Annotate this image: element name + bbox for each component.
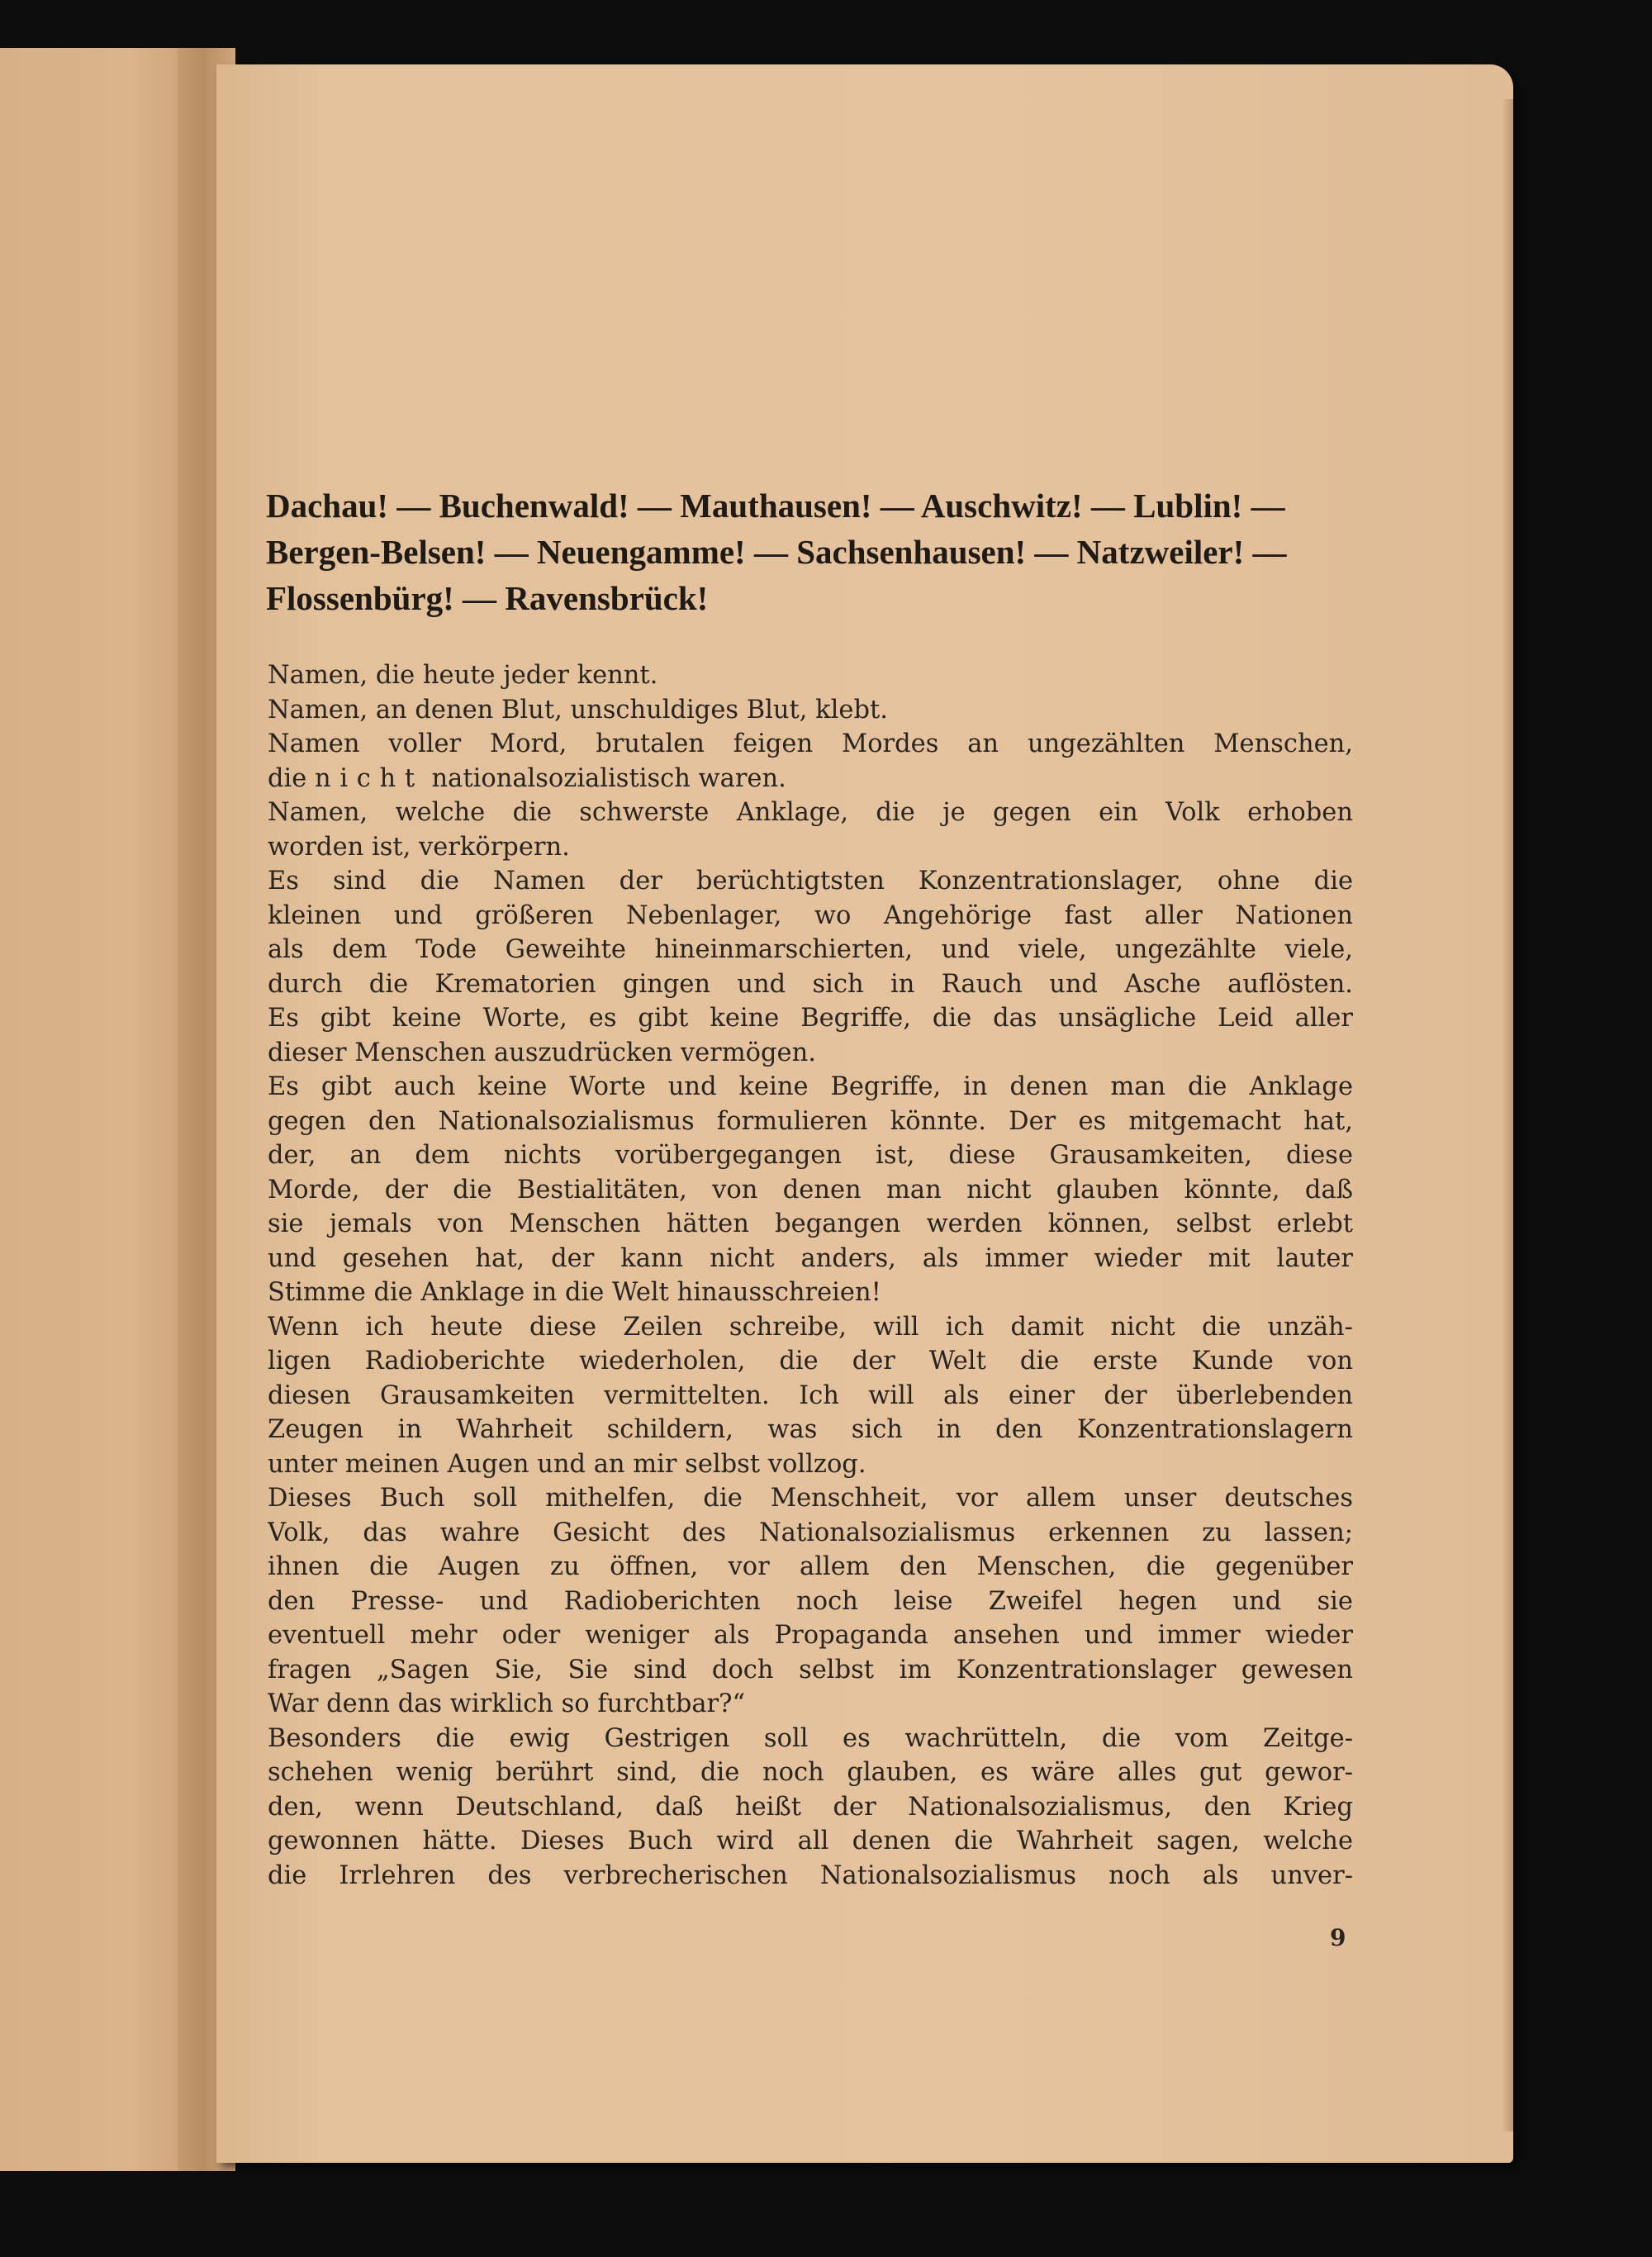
text-line: als dem Tode Geweihte hineinmarschierten, und viele, ungezählte viele, bbox=[268, 935, 1353, 964]
text-line: Es sind die Namen der berüchtigtsten Konzentrationslager, ohne die bbox=[268, 867, 1353, 896]
text-line: Volk, das wahre Gesicht des Nationalsozialismus erkennen zu lassen; bbox=[268, 1518, 1353, 1547]
text-line: sie jemals von Menschen hätten begangen werden können, selbst erlebt bbox=[268, 1209, 1353, 1238]
text-line: und gesehen hat, der kann nicht anders, als immer wieder mit lauter bbox=[268, 1243, 1353, 1273]
text-line: Morde, der die Bestialitäten, von denen man nicht glauben könnte, daß bbox=[268, 1175, 1353, 1205]
text-line: gewonnen hätte. Dieses Buch wird all denen die Wahrheit sagen, welche bbox=[268, 1827, 1353, 1855]
camp-names-heading bbox=[266, 482, 1356, 621]
page-number: 9 bbox=[1330, 1924, 1346, 1951]
text-fragment: die bbox=[268, 763, 316, 793]
text-line: Namen, welche die schwerste Anklage, die je gegen ein Volk erhoben bbox=[268, 798, 1353, 827]
text-line: diesen Grausamkeiten vermittelten. Ich will als einer der überlebenden bbox=[268, 1380, 1353, 1410]
heading-line: Dachau! — Buchenwald! — Mauthausen! — Auschwitz! — Lublin! — bbox=[266, 487, 1285, 525]
text-line: dieser Menschen auszudrücken vermögen. bbox=[268, 1038, 816, 1067]
text-line: Besonders die ewig Gestrigen soll es wachrütteln, die vom Zeitge- bbox=[268, 1723, 1353, 1753]
emphasized-word: nicht bbox=[315, 763, 424, 793]
text-line bbox=[268, 762, 1353, 796]
page-edge-shadow bbox=[1502, 99, 1513, 2131]
text-line: Namen, die heute jeder kennt. bbox=[268, 661, 658, 690]
text-line: Stimme die Anklage in die Welt hinausschreien! bbox=[268, 1278, 881, 1307]
text-fragment: nationalsozialistisch waren. bbox=[423, 763, 786, 793]
text-line: ligen Radioberichte wiederholen, die der Welt die erste Kunde von bbox=[268, 1347, 1353, 1376]
text-line: Es gibt keine Worte, es gibt keine Begriffe, die das unsägliche Leid aller bbox=[268, 1004, 1353, 1033]
text-line: Namen, an denen Blut, unschuldiges Blut, klebt. bbox=[268, 695, 888, 725]
text-line: worden ist, verkörpern. bbox=[268, 832, 570, 862]
text-line: der, an dem nichts vorübergegangen ist, diese Grausamkeiten, diese bbox=[268, 1141, 1353, 1170]
text-line: Zeugen in Wahrheit schildern, was sich in den Konzentrationslagern bbox=[268, 1415, 1353, 1444]
text-line: gegen den Nationalsozialismus formulieren könnte. Der es mitgemacht hat, bbox=[268, 1106, 1353, 1136]
text-line: den, wenn Deutschland, daß heißt der Nationalsozialismus, den Krieg bbox=[268, 1792, 1353, 1822]
heading-line: Bergen-Belsen! — Neuengamme! — Sachsenhausen! — Natzweiler! — bbox=[266, 533, 1287, 571]
text-line: durch die Krematorien gingen und sich in Rauch und Asche auflösten. bbox=[268, 969, 1353, 999]
text-line: unter meinen Augen und an mir selbst vollzog. bbox=[268, 1449, 866, 1479]
text-line: kleinen und größeren Nebenlager, wo Angehörige fast aller Nationen bbox=[268, 900, 1353, 930]
text-line: die Irrlehren des verbrecherischen Nationalsozialismus noch als unver- bbox=[268, 1860, 1353, 1890]
text-line: War denn das wirklich so furchtbar?“ bbox=[268, 1689, 746, 1718]
text-line: Wenn ich heute diese Zeilen schreibe, will ich damit nicht die unzäh- bbox=[268, 1312, 1353, 1342]
text-line: ihnen die Augen zu öffnen, vor allem den Menschen, die gegenüber bbox=[268, 1552, 1353, 1581]
text-line: schehen wenig berührt sind, die noch glauben, es wäre alles gut gewor- bbox=[268, 1758, 1353, 1787]
text-line: Es gibt auch keine Worte und keine Begriffe, in denen man die Anklage bbox=[268, 1072, 1353, 1101]
text-line: fragen „Sagen Sie, Sie sind doch selbst im Konzentrationslager gewesen bbox=[268, 1655, 1353, 1684]
text-line: den Presse- und Radioberichten noch leise Zweifel hegen und sie bbox=[268, 1586, 1353, 1616]
text-line: eventuell mehr oder weniger als Propaganda ansehen und immer wieder bbox=[268, 1621, 1353, 1650]
body-text bbox=[268, 658, 1353, 1893]
text-line: Dieses Buch soll mithelfen, die Menschheit, vor allem unser deutsches bbox=[268, 1484, 1353, 1513]
text-line: Namen voller Mord, brutalen feigen Mordes an ungezählten Menschen, bbox=[268, 729, 1353, 758]
heading-line: Flossenbürg! — Ravensbrück! bbox=[266, 579, 709, 617]
